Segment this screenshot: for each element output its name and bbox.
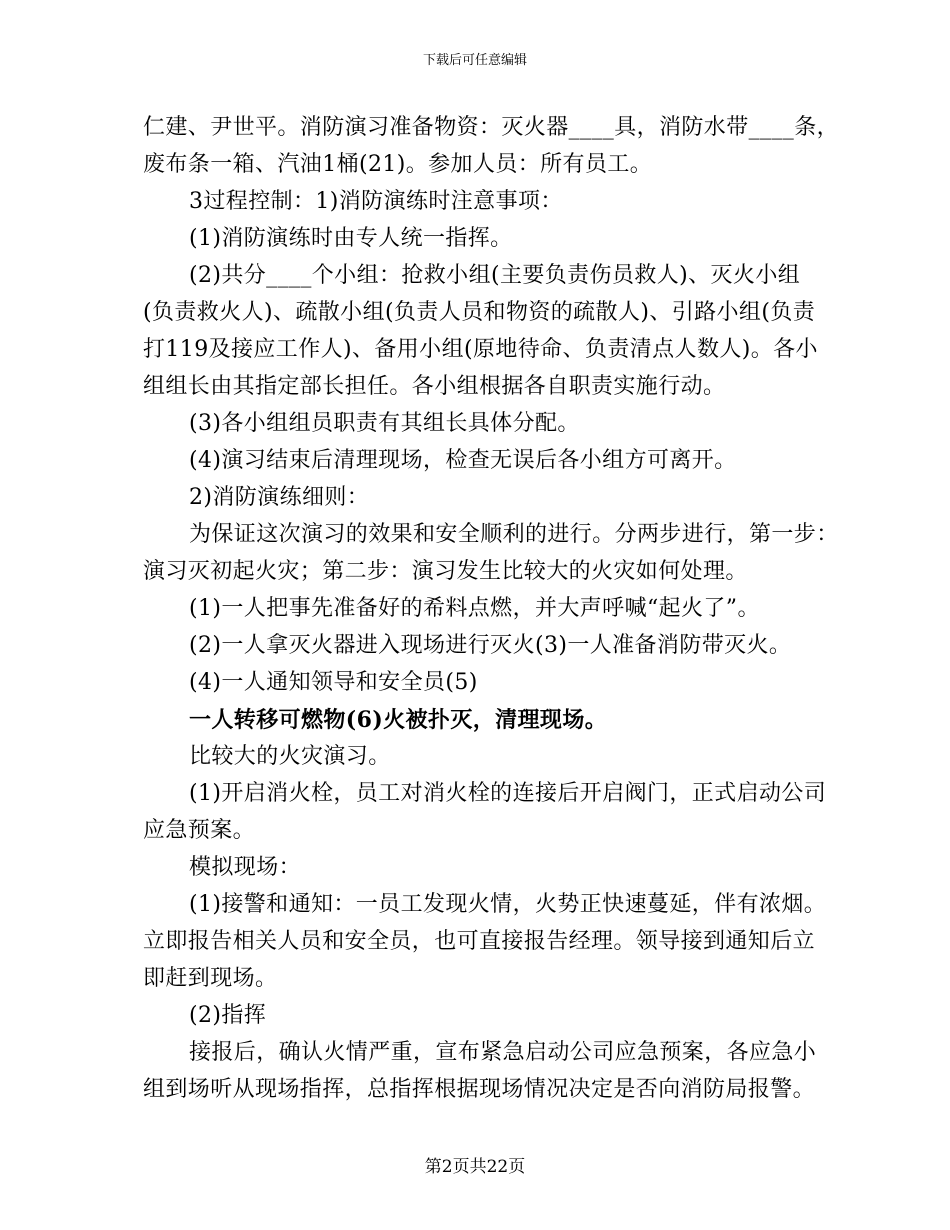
- paragraph-line: 应急预案。: [143, 818, 256, 843]
- paragraph-line: 接报后，确认火情严重，宣布紧急启动公司应急预案，各应急小: [189, 1040, 817, 1065]
- paragraph-line: 2)消防演练细则：: [189, 485, 370, 510]
- paragraph-line: 演习灭初起火灾；第二步：演习发生比较大的火灾如何处理。: [143, 559, 748, 584]
- paragraph-line: (1)开启消火栓，员工对消火栓的连接后开启阀门，正式启动公司: [189, 781, 827, 806]
- paragraph-line: 即赶到现场。: [143, 966, 278, 991]
- paragraph-line: 立即报告相关人员和安全员，也可直接报告经理。领导接到通知后立: [143, 929, 816, 954]
- paragraph-line: (4)一人通知领导和安全员(5): [189, 670, 478, 695]
- page-footer: 第2页共22页: [424, 1157, 526, 1177]
- paragraph-line: 比较大的火灾演习。: [189, 744, 391, 769]
- paragraph-line: (1)接警和通知：一员工发现火情，火势正快速蔓延，伴有浓烟。: [189, 892, 827, 917]
- paragraph-line: 组到场听从现场指挥，总指挥根据现场情况决定是否向消防局报警。: [143, 1077, 816, 1102]
- paragraph-line: 为保证这次演习的效果和安全顺利的进行。分两步进行，第一步：: [189, 522, 839, 547]
- paragraph-line: (2)指挥: [189, 1003, 267, 1028]
- paragraph-line: (1)消防演练时由专人统一指挥。: [189, 226, 513, 251]
- paragraph-line: 3过程控制：1)消防演练时注意事项：: [189, 189, 563, 214]
- paragraph-line: (3)各小组组员职责有其组长具体分配。: [189, 411, 580, 436]
- paragraph-line: (2)一人拿灭火器进入现场进行灭火(3)一人准备消防带灭火。: [189, 633, 792, 658]
- paragraph-line: (1)一人把事先准备好的希料点燃，并大声呼喊“起火了”。: [189, 596, 760, 621]
- paragraph-line: 组组长由其指定部长担任。各小组根据各自职责实施行动。: [143, 374, 726, 399]
- paragraph-line: 模拟现场：: [189, 855, 302, 880]
- paragraph-line: (4)演习结束后清理现场，检查无误后各小组方可离开。: [189, 448, 737, 473]
- paragraph-line: (2)共分____个小组：抢救小组(主要负责伤员救人)、灭火小组: [189, 263, 801, 288]
- paragraph-line: (负责救火人)、疏散小组(负责人员和物资的疏散人)、引路小组(负责: [143, 300, 816, 325]
- paragraph-line: 废布条一箱、汽油1桶(21)。参加人员：所有员工。: [143, 152, 653, 177]
- page-header: 下载后可任意编辑: [422, 53, 527, 68]
- paragraph-line: 仁建、尹世平。消防演习准备物资：灭火器____具，消防水带____条，: [143, 115, 840, 140]
- paragraph-line: 一人转移可燃物(6)火被扑灭，清理现场。: [189, 707, 608, 733]
- paragraph-line: 打119及接应工作人)、备用小组(原地待命、负责清点人数人)。各小: [143, 337, 818, 362]
